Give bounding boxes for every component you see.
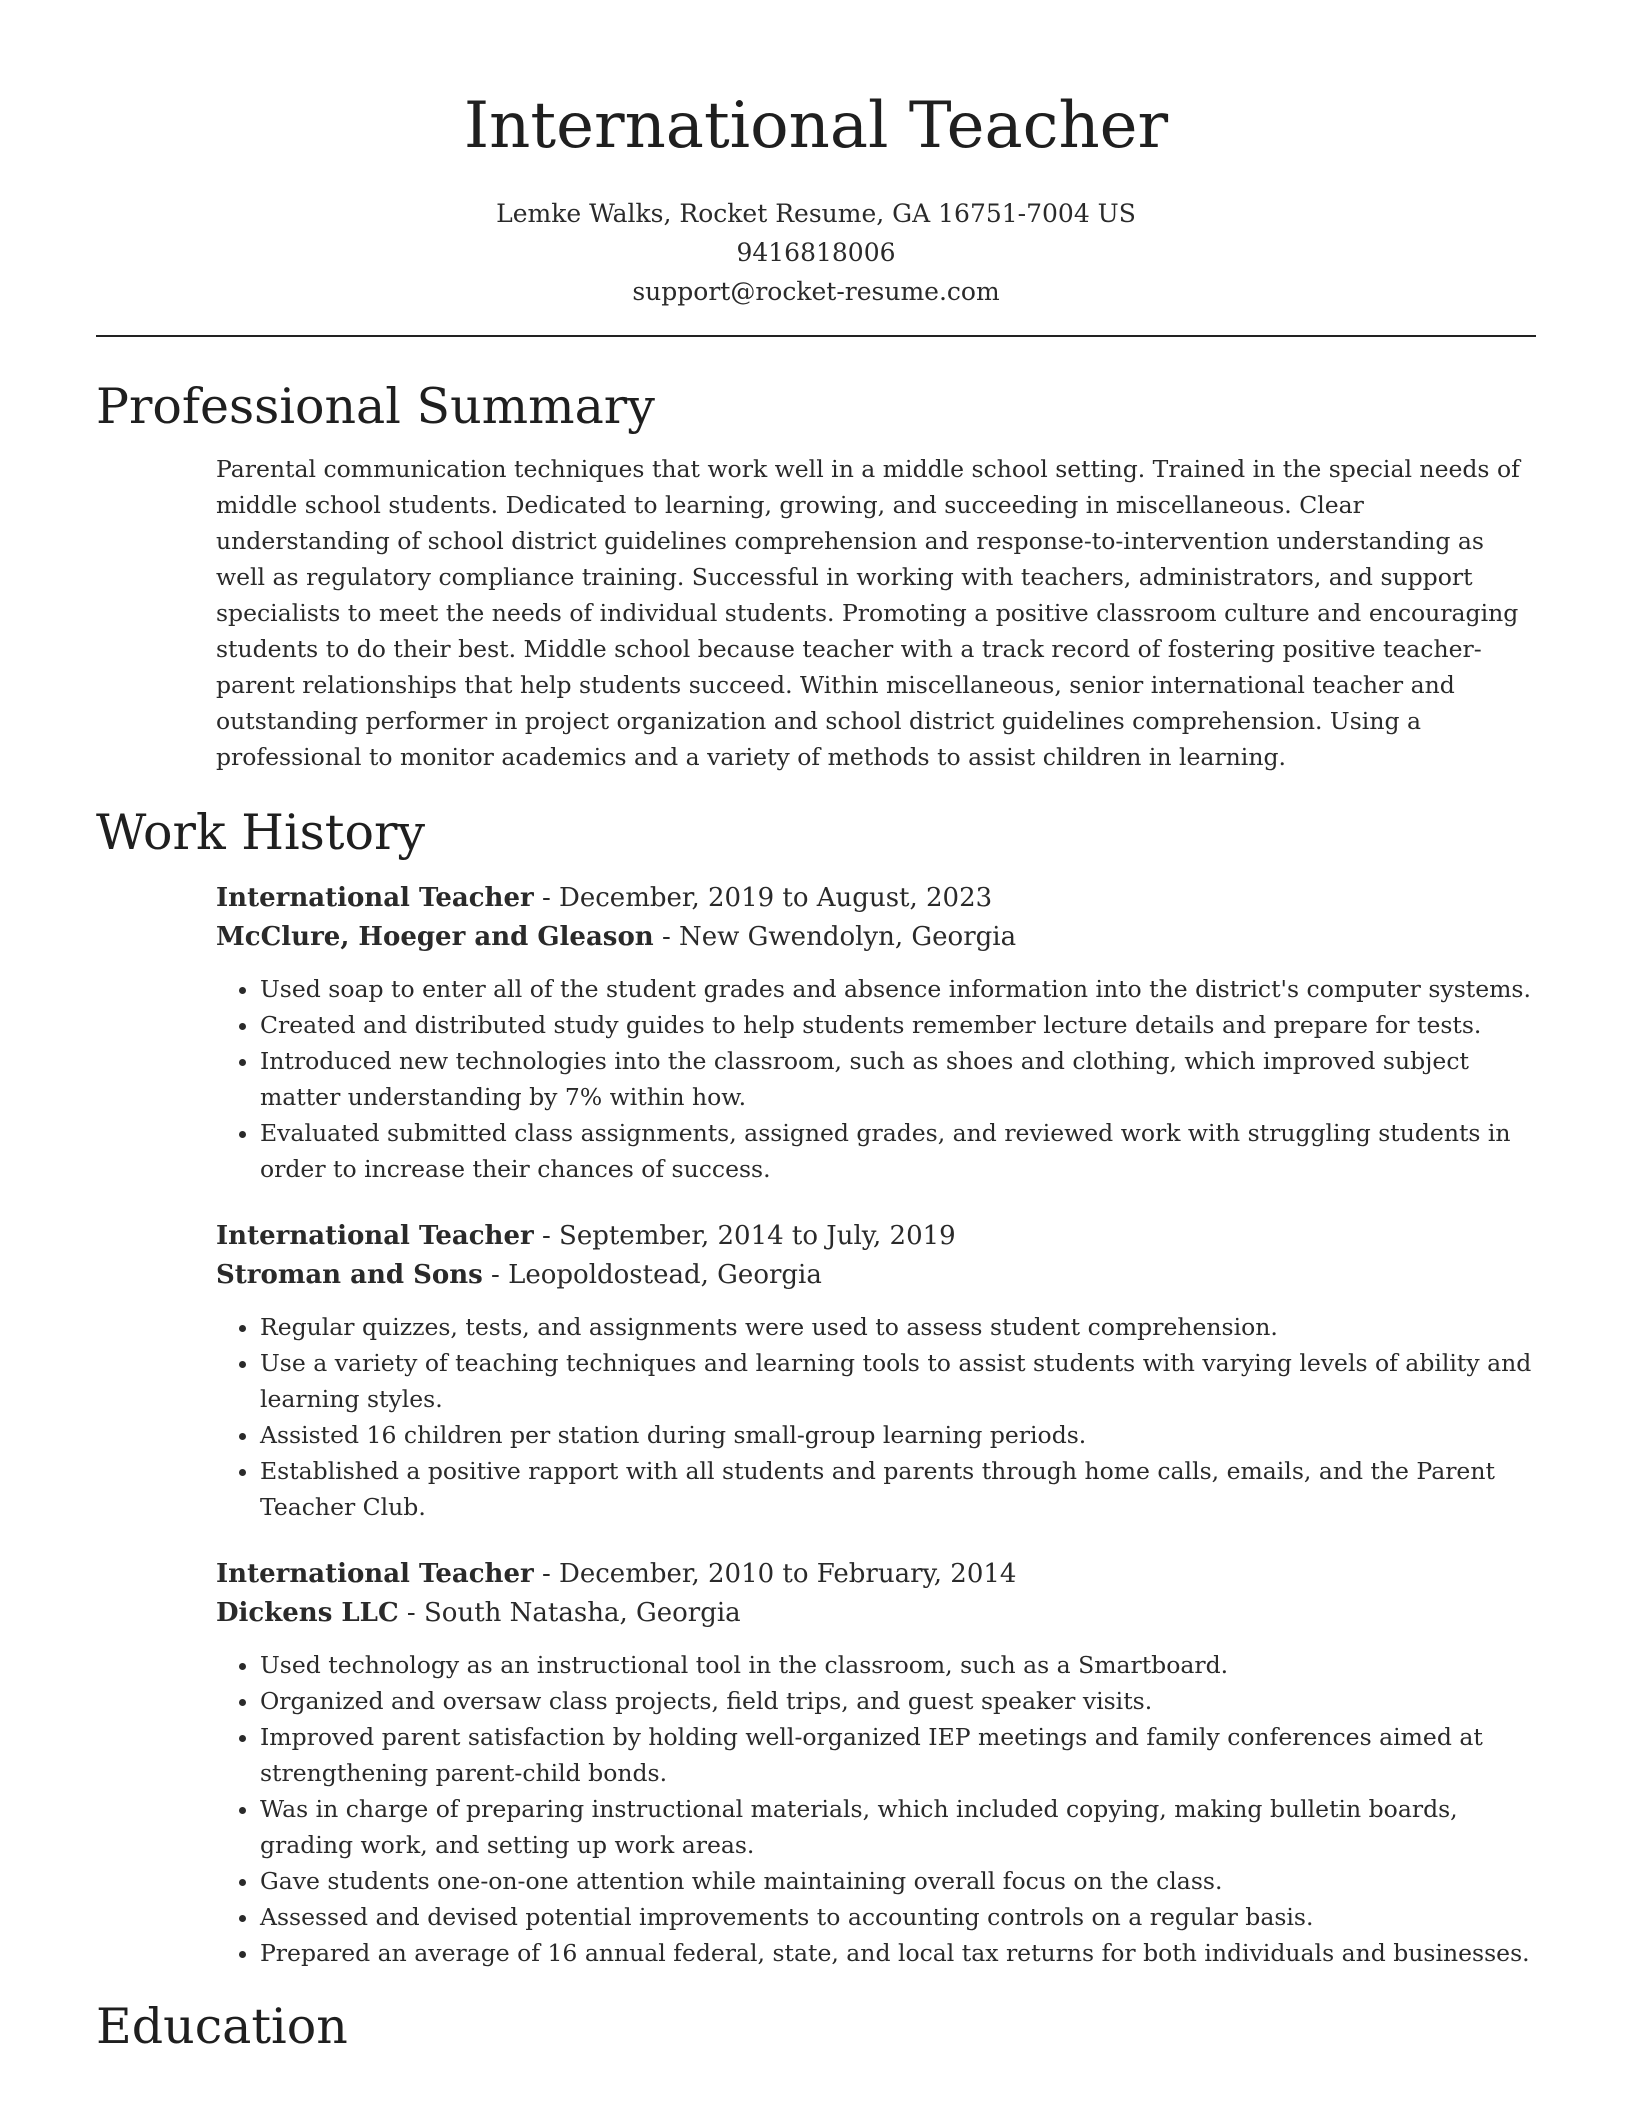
job-company: McClure, Hoeger and Gleason — [216, 922, 654, 952]
job-bullet: • Use a variety of teaching techniques and learning tools to assist students with varying levels of ability and learning styles. — [260, 1345, 1534, 1417]
job-bullet: • Was in charge of preparing instructional materials, which included copying, making bulletin boards, grading work, and setting up work areas. — [260, 1791, 1534, 1863]
job-company-line — [216, 1256, 1534, 1295]
job-dates: - December, 2010 to February, 2014 — [533, 1559, 1017, 1589]
job-bullet: • Organized and oversaw class projects, field trips, and guest speaker visits. — [260, 1683, 1534, 1719]
job-bullet: • Assessed and devised potential improvements to accounting controls on a regular basis. — [260, 1899, 1534, 1935]
email-address: support@rocket-resume.com — [632, 277, 1000, 306]
work-history-list — [216, 879, 1534, 1971]
contact-info — [96, 194, 1536, 311]
section-title-summary: Professional Summary — [96, 378, 655, 435]
job-title-line — [216, 1555, 1534, 1594]
section-title-education: Education — [96, 1998, 348, 2055]
job-location: - South Natasha, Georgia — [398, 1598, 741, 1628]
job-company-line — [216, 1594, 1534, 1633]
job-location: - Leopoldostead, Georgia — [482, 1260, 822, 1290]
job-dates: - September, 2014 to July, 2019 — [533, 1221, 956, 1251]
job-dates: - December, 2019 to August, 2023 — [533, 883, 993, 913]
job-bullet: • Evaluated submitted class assignments, assigned grades, and reviewed work with struggling students in order to increase their chances of success. — [260, 1115, 1534, 1187]
summary-text: Parental communication techniques that work well in a middle school setting. Trained in the special needs of middle school students. Dedicated to learning, growing, and succeeding in miscellaneous. Clear understanding of school district guidelines comprehension and response-to-intervention understanding as well as regulatory compliance training. Successful in working with teachers, administrators, and support specialists to meet the needs of individual students. Promoting a positive classroom culture and encouraging students to do their best. Middle school because teacher with a track record of fostering positive teacher-parent relationships that help students succeed. Within miscellaneous, senior international teacher and outstanding performer in project organization and school district guidelines comprehension. Using a professional to monitor academics and a variety of methods to assist children in learning. — [216, 455, 1520, 771]
candidate-name: International Teacher — [463, 89, 1169, 163]
job-entry — [216, 1555, 1534, 1971]
job-bullet: • Created and distributed study guides to help students remember lecture details and prepare for tests. — [260, 1007, 1534, 1043]
job-bullet: • Introduced new technologies into the classroom, such as shoes and clothing, which improved subject matter understanding by 7% within how. — [260, 1043, 1534, 1115]
job-title-line — [216, 1217, 1534, 1256]
job-bullet: • Gave students one-on-one attention while maintaining overall focus on the class. — [260, 1863, 1534, 1899]
job-role: International Teacher — [216, 1221, 534, 1251]
job-bullet: • Assisted 16 children per station during small-group learning periods. — [260, 1417, 1534, 1453]
header-divider — [96, 335, 1536, 337]
job-company: Dickens LLC — [216, 1598, 399, 1628]
job-entry — [216, 1217, 1534, 1525]
job-role: International Teacher — [216, 883, 534, 913]
address: Lemke Walks, Rocket Resume, GA 16751-7004 US — [496, 199, 1136, 228]
section-title-work-history: Work History — [96, 804, 426, 861]
job-bullet: • Used soap to enter all of the student grades and absence information into the district's computer systems. — [260, 971, 1534, 1007]
resume-page — [96, 0, 1536, 2059]
job-company-line — [216, 918, 1534, 957]
job-title-line — [216, 879, 1534, 918]
job-company: Stroman and Sons — [216, 1260, 483, 1290]
job-bullet: • Improved parent satisfaction by holding well-organized IEP meetings and family conferences aimed at strengthening parent-child bonds. — [260, 1719, 1534, 1791]
resume-header — [96, 0, 1536, 311]
job-role: International Teacher — [216, 1559, 534, 1589]
job-entry — [216, 879, 1534, 1187]
job-bullet: • Established a positive rapport with all students and parents through home calls, emails, and the Parent Teacher Club. — [260, 1453, 1534, 1525]
job-location: - New Gwendolyn, Georgia — [653, 922, 1017, 952]
job-bullet: • Regular quizzes, tests, and assignments were used to assess student comprehension. — [260, 1309, 1534, 1345]
job-bullets — [216, 971, 1534, 1187]
job-bullets — [216, 1647, 1534, 1971]
job-bullet: • Prepared an average of 16 annual federal, state, and local tax returns for both individuals and businesses. — [260, 1935, 1534, 1971]
job-bullets — [216, 1309, 1534, 1525]
phone-number: 9416818006 — [736, 238, 896, 267]
job-bullet: • Used technology as an instructional tool in the classroom, such as a Smartboard. — [260, 1647, 1534, 1683]
